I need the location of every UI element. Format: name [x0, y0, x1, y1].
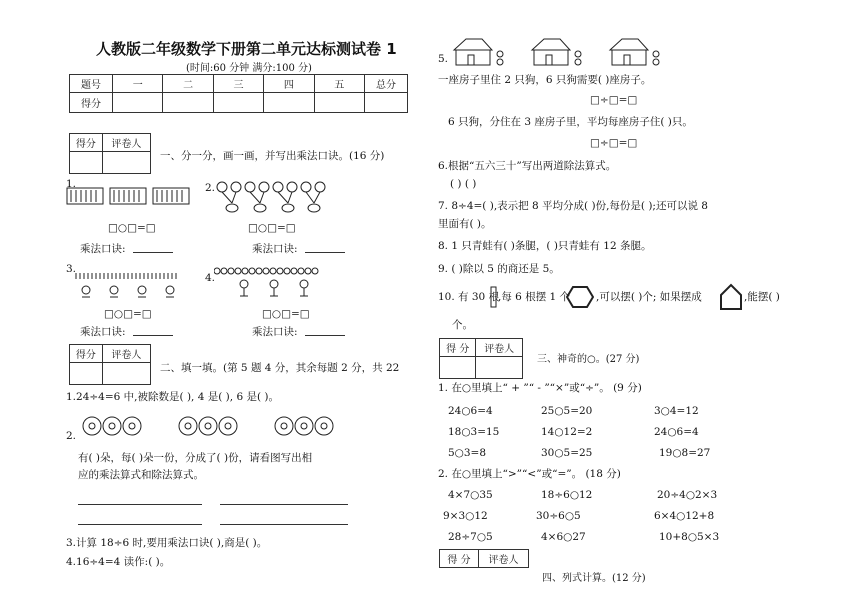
s3-q2-cell[interactable]: 9×3○12 [443, 510, 488, 522]
score-row-label: 得分 [70, 93, 113, 113]
score-header-cell: 总分 [365, 75, 408, 93]
score-header-cell: 五 [314, 75, 364, 93]
score-header-cell: 三 [213, 75, 263, 93]
s3-q1-cell[interactable]: 30○5=25 [541, 447, 593, 459]
score-cell[interactable] [113, 93, 163, 113]
item3-koujue-label: 乘法口诀: [80, 326, 126, 338]
s3-q2-cell[interactable]: 18÷6○12 [541, 489, 593, 501]
s3-question2: 2. 在○里填上“>”“<”或“=”。 (18 分) [438, 468, 621, 480]
s2-question10-end: 个。 [452, 319, 473, 331]
s3-q2-cell[interactable]: 4×7○35 [448, 489, 493, 501]
s2-question10-part-c: ,可以摆( )个; 如果摆成 [596, 291, 702, 303]
answer-line[interactable] [78, 504, 202, 505]
item1-formula: □○□=□ [108, 222, 156, 234]
s3-q2-cell[interactable]: 28÷7○5 [448, 531, 493, 543]
balloon-picture [214, 181, 326, 215]
s2-question2-line2: 应的乘法算式和除法算式。 [78, 469, 204, 481]
s2-question1: 1.24÷4=6 中,被除数是( ), 4 是( ), 6 是( )。 [66, 391, 279, 403]
house-shape-icon [718, 283, 744, 311]
score-cell[interactable] [163, 93, 213, 113]
grader-label: 评卷人 [476, 339, 523, 357]
s2-question3: 3.计算 18÷6 时,要用乘法口诀( ),商是( )。 [66, 537, 268, 549]
item1-koujue-label: 乘法口诀: [80, 243, 126, 255]
s3-q1-cell[interactable]: 3○4=12 [654, 405, 699, 417]
bones-dogs-picture [74, 270, 194, 300]
s2-question5-number: 5. [438, 53, 449, 65]
section1-heading: 一、分一分，画一画，并写出乘法口诀。(16 分) [160, 150, 385, 162]
answer-line[interactable] [220, 504, 348, 505]
item1-koujue-blank[interactable] [133, 252, 173, 253]
grader-score-label: 得分 [70, 134, 103, 152]
s3-q2-cell[interactable]: 10+8○5×3 [659, 531, 720, 543]
s3-q2-cell[interactable]: 4×6○27 [541, 531, 586, 543]
s3-q2-cell[interactable]: 30÷6○5 [536, 510, 581, 522]
grader-score-label: 得 分 [440, 550, 479, 568]
score-header-cell: 题号 [70, 75, 113, 93]
score-cell[interactable] [365, 93, 408, 113]
item4-formula: □○□=□ [262, 308, 310, 320]
s2-question10-part-b: ,每 6 根摆 1 个 [498, 291, 571, 303]
s2-question7-line2: 里面有( )。 [438, 218, 492, 230]
score-cell[interactable] [264, 93, 314, 113]
s2-question8: 8. 1 只青蛙有( )条腿，( )只青蛙有 12 条腿。 [438, 240, 652, 252]
score-table [69, 74, 408, 113]
s3-q1-cell[interactable]: 18○3=15 [448, 426, 500, 438]
houses-dogs-picture [452, 36, 672, 68]
s2-question10-part-a: 10. 有 30 根 [438, 291, 500, 303]
page-title: 人教版二年级数学下册第二单元达标测试卷 1 [96, 40, 397, 58]
grader-box [439, 338, 523, 379]
grader-name-cell[interactable] [102, 152, 150, 174]
s3-q1-cell[interactable]: 24○6=4 [448, 405, 493, 417]
grader-box [69, 133, 151, 174]
score-cell[interactable] [314, 93, 364, 113]
score-header-cell: 四 [264, 75, 314, 93]
section4-heading: 四、列式计算。(12 分) [542, 573, 646, 584]
section2-heading: 二、填一填。(第 5 题 4 分，其余每题 2 分，共 22 [160, 362, 400, 374]
exam-subtitle: (时间:60 分钟 满分:100 分) [186, 63, 312, 74]
item3-number: 3. [66, 263, 77, 275]
grader-score-cell[interactable] [70, 152, 103, 174]
flowers-picture [80, 414, 376, 438]
score-header-cell: 二 [163, 75, 213, 93]
grader-score-cell[interactable] [70, 363, 103, 385]
item3-koujue-blank[interactable] [133, 335, 173, 336]
item4-koujue-blank[interactable] [305, 335, 345, 336]
s2-question5-formula1: □÷□=□ [590, 94, 638, 106]
s2-question5-line1: 一座房子里住 2 只狗，6 只狗需要( )座房子。 [438, 74, 652, 86]
item4-number: 4. [205, 272, 216, 284]
grader-box [69, 344, 151, 385]
s3-q2-cell[interactable]: 20÷4○2×3 [657, 489, 718, 501]
pencil-boxes-picture [66, 186, 194, 208]
s2-question5-formula2: □÷□=□ [590, 137, 638, 149]
score-header-cell: 一 [113, 75, 163, 93]
s3-q1-cell[interactable]: 19○8=27 [659, 447, 711, 459]
item4-koujue-label: 乘法口诀: [252, 326, 298, 338]
grader-label: 评卷人 [102, 134, 150, 152]
s2-question2-number: 2. [66, 430, 77, 442]
item2-number: 2. [205, 182, 216, 194]
hexagon-icon [566, 285, 594, 309]
s3-question1: 1. 在○里填上“ + ”“ - ”“×”或“÷”。 (9 分) [438, 382, 642, 394]
grader-box [439, 549, 529, 568]
grader-name-cell[interactable] [476, 357, 523, 379]
item3-formula: □○□=□ [104, 308, 152, 320]
item2-formula: □○□=□ [248, 222, 296, 234]
s2-question4: 4.16÷4=4 读作:( )。 [66, 556, 171, 568]
balls-children-picture [214, 266, 322, 298]
s3-q1-cell[interactable]: 5○3=8 [448, 447, 487, 459]
s2-question7-line1: 7. 8÷4=( ),表示把 8 平均分成( )份,每份是( );还可以说 8 [438, 200, 708, 212]
score-cell[interactable] [213, 93, 263, 113]
section3-heading: 三、神奇的○。(27 分) [537, 354, 640, 365]
item2-koujue-label: 乘法口诀: [252, 243, 298, 255]
answer-line[interactable] [78, 524, 202, 525]
s3-q2-cell[interactable]: 6×4○12+8 [654, 510, 715, 522]
s2-question2-line1: 有( )朵，每( )朵一份，分成了( )份，请看图写出相 [78, 452, 313, 464]
s3-q1-cell[interactable]: 24○6=4 [654, 426, 699, 438]
s3-q1-cell[interactable]: 14○12=2 [541, 426, 593, 438]
s2-question6: 6.根据“五六三十”写出两道除法算式。 [438, 160, 617, 172]
answer-line[interactable] [220, 524, 348, 525]
item2-koujue-blank[interactable] [305, 252, 345, 253]
grader-score-label: 得 分 [440, 339, 476, 357]
s2-question6-blanks[interactable]: ( ) ( ) [450, 178, 477, 190]
s2-question9: 9. ( )除以 5 的商还是 5。 [438, 263, 560, 275]
s2-question5-line2: 6 只狗，分住在 3 座房子里，平均每座房子住( )只。 [448, 116, 693, 128]
grader-score-label: 得分 [70, 345, 103, 363]
grader-score-cell[interactable] [440, 357, 476, 379]
grader-name-cell[interactable] [102, 363, 150, 385]
s2-question10-part-d: ,能摆( ) [744, 291, 780, 303]
grader-label: 评卷人 [102, 345, 150, 363]
stick-icon [490, 286, 498, 308]
item1-number: 1. [66, 178, 77, 190]
s3-q1-cell[interactable]: 25○5=20 [541, 405, 593, 417]
grader-label: 评卷人 [479, 550, 529, 568]
